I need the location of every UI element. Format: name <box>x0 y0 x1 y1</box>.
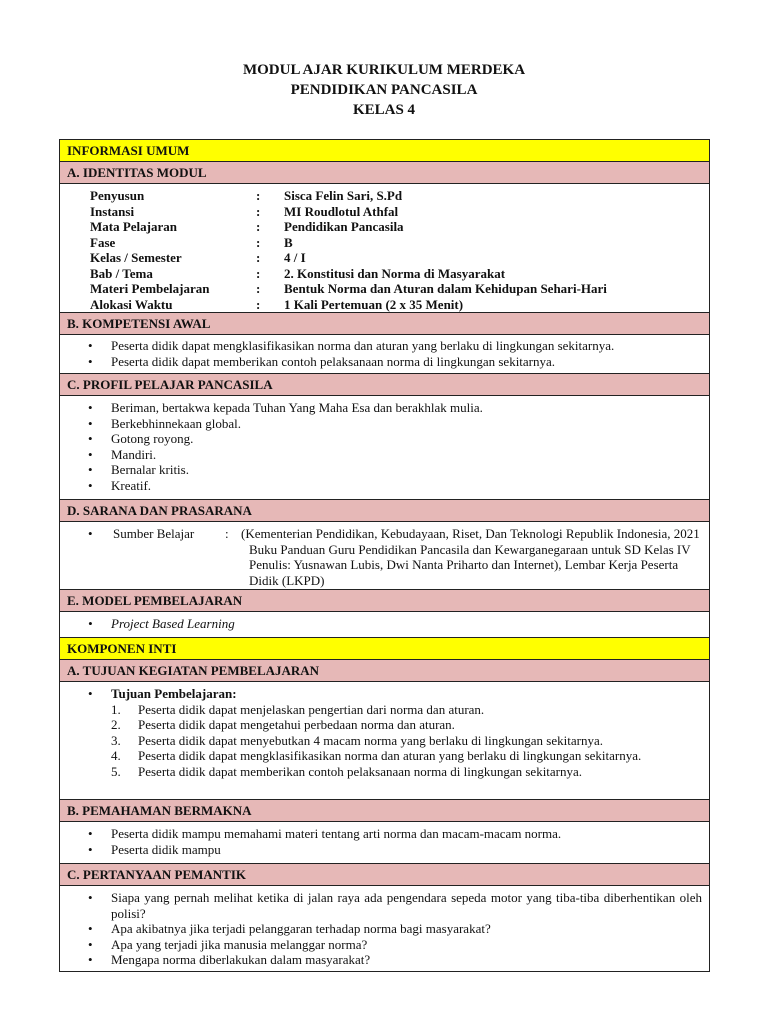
sarana-label: Sumber Belajar <box>113 526 195 541</box>
list-item: • Bernalar kritis. <box>88 462 709 478</box>
bullet: • <box>88 686 93 701</box>
module-table <box>59 139 710 972</box>
identitas-label: Instansi <box>90 203 135 219</box>
identitas-label: Alokasi Waktu <box>90 296 173 312</box>
list-item: • Mandiri. <box>88 447 709 463</box>
list-item <box>111 764 701 780</box>
list-item: • Project Based Learning <box>88 616 709 632</box>
subsection-title: B. PEMAHAMAN BERMAKNA <box>67 802 252 818</box>
list-item <box>111 717 701 733</box>
list-item: • Gotong royong. <box>88 431 709 447</box>
tujuan-block <box>60 682 709 800</box>
list-item: • Mengapa norma diberlakukan dalam masyarakat? <box>88 952 709 968</box>
tujuan-subtitle: Tujuan Pembelajaran: <box>111 686 237 701</box>
identitas-label: Bab / Tema <box>90 265 153 281</box>
identitas-label: Fase <box>90 234 116 250</box>
list-item: • Peserta didik dapat memberikan contoh pelaksanaan norma di lingkungan sekitarnya. <box>88 354 709 370</box>
identitas-colon: : <box>256 281 261 296</box>
subsection-tujuan <box>60 660 709 682</box>
item-number: 1. <box>111 701 121 717</box>
item-number: 2. <box>111 717 121 732</box>
list-item: • Beriman, bertakwa kepada Tuhan Yang Maha Esa dan berakhlak mulia. <box>88 400 709 416</box>
header-line-3: KELAS 4 <box>352 102 416 118</box>
identitas-label: Kelas / Semester <box>90 250 182 265</box>
item-text: Peserta didik dapat menyebutkan 4 macam norma yang berlaku di lingkungan sekitarnya. <box>138 732 603 748</box>
sarana-text: (Kementerian Pendidikan, Kebudayaan, Riset, Dan Teknologi Republik Indonesia, 2021 Buku Panduan Guru Pendidikan Pancasila dan Kewarganegaraan untuk SD Kelas IV Penulis: Yusnawan Lubis, Dwi Nanta Priharto dan Internet), Lembar Kerja Peserta Didik (LKPD) <box>241 526 700 588</box>
list-item: • Peserta didik dapat mengklasifikasikan norma dan aturan yang berlaku di lingkungan sekitarnya. <box>88 338 709 354</box>
subsection-pemahaman <box>60 800 709 822</box>
item-text: Peserta didik dapat menjelaskan pengertian dari norma dan aturan. <box>138 701 485 717</box>
list-item: • Siapa yang pernah melihat ketika di jalan raya ada pengendara sepeda motor yang tiba-tiba diberhentikan oleh polisi? <box>88 890 709 921</box>
identitas-value: B <box>284 234 293 250</box>
identitas-row <box>90 266 709 282</box>
document-header <box>0 60 768 120</box>
identitas-label: Penyusun <box>90 188 145 203</box>
pertanyaan-list <box>60 886 709 972</box>
kompetensi-list <box>60 335 709 374</box>
identitas-row <box>90 297 709 313</box>
identitas-list <box>60 184 709 313</box>
identitas-row <box>90 188 709 204</box>
sarana-block <box>60 522 709 590</box>
list-item <box>111 702 701 718</box>
list-item <box>111 733 701 749</box>
identitas-colon: : <box>256 219 261 234</box>
list-item: • Peserta didik mampu memahami materi tentang arti norma dan macam-macam norma. <box>88 826 709 842</box>
item-number: 3. <box>111 732 121 748</box>
identitas-colon: : <box>256 234 261 250</box>
section-informasi-umum <box>60 140 709 162</box>
identitas-label: Mata Pelajaran <box>90 219 178 234</box>
item-text: Peserta didik dapat mengklasifikasikan norma dan aturan yang berlaku di lingkungan sekitarnya. <box>138 748 642 763</box>
header-line-2: PENDIDIKAN PANCASILA <box>290 82 478 98</box>
identitas-value: MI Roudlotul Athfal <box>284 203 399 219</box>
header-line-1: MODUL AJAR KURIKULUM MERDEKA <box>242 62 526 78</box>
identitas-colon: : <box>256 188 261 203</box>
subsection-title: D. SARANA DAN PRASARANA <box>67 502 252 518</box>
subsection-kompetensi-awal <box>60 313 709 335</box>
pemahaman-list <box>60 822 709 864</box>
identitas-value: Sisca Felin Sari, S.Pd <box>284 188 403 203</box>
subsection-model <box>60 590 709 612</box>
item-number: 5. <box>111 763 121 779</box>
identitas-value: Pendidikan Pancasila <box>284 219 404 234</box>
item-text: Peserta didik dapat mengetahui perbedaan norma dan aturan. <box>138 717 455 732</box>
section-title: KOMPONEN INTI <box>67 640 177 656</box>
item-number: 4. <box>111 748 121 763</box>
subsection-pertanyaan <box>60 864 709 886</box>
identitas-value: 2. Konstitusi dan Norma di Masyarakat <box>284 265 506 281</box>
subsection-sarana <box>60 500 709 522</box>
list-item: • Peserta didik mampu <box>88 842 709 858</box>
identitas-row <box>90 281 709 297</box>
identitas-colon: : <box>256 296 261 312</box>
list-item: • Kreatif. <box>88 478 709 494</box>
identitas-row <box>90 250 709 266</box>
list-item: • Apa akibatnya jika terjadi pelanggaran terhadap norma bagi masyarakat? <box>88 921 709 937</box>
item-text: Peserta didik dapat memberikan contoh pelaksanaan norma di lingkungan sekitarnya. <box>138 763 583 779</box>
identitas-row <box>90 219 709 235</box>
profil-list <box>60 396 709 500</box>
subsection-title: E. MODEL PEMBELAJARAN <box>67 592 243 608</box>
subsection-title: B. KOMPETENSI AWAL <box>67 315 211 331</box>
identitas-value: 4 / I <box>284 250 306 265</box>
subsection-title: A. TUJUAN KEGIATAN PEMBELAJARAN <box>67 662 320 678</box>
list-item <box>111 748 701 764</box>
section-komponen-inti <box>60 638 709 660</box>
section-title: INFORMASI UMUM <box>67 142 190 158</box>
model-list <box>60 612 709 638</box>
identitas-value: 1 Kali Pertemuan (2 x 35 Menit) <box>284 296 464 312</box>
identitas-colon: : <box>256 250 261 265</box>
identitas-label: Materi Pembelajaran <box>90 281 210 296</box>
subsection-identitas-modul <box>60 162 709 184</box>
bullet: • <box>88 526 93 541</box>
list-item: • Apa yang terjadi jika manusia melanggar norma? <box>88 937 709 953</box>
identitas-colon: : <box>256 265 261 281</box>
sarana-colon: : <box>225 526 229 541</box>
subsection-title: A. IDENTITAS MODUL <box>67 164 207 180</box>
subsection-title: C. PERTANYAAN PEMANTIK <box>67 866 247 882</box>
identitas-row <box>90 235 709 251</box>
subsection-profil-pelajar <box>60 374 709 396</box>
subsection-title: C. PROFIL PELAJAR PANCASILA <box>67 376 273 392</box>
identitas-row <box>90 204 709 220</box>
identitas-colon: : <box>256 203 261 219</box>
list-item: • Berkebhinnekaan global. <box>88 416 709 432</box>
identitas-value: Bentuk Norma dan Aturan dalam Kehidupan Sehari-Hari <box>284 281 607 296</box>
